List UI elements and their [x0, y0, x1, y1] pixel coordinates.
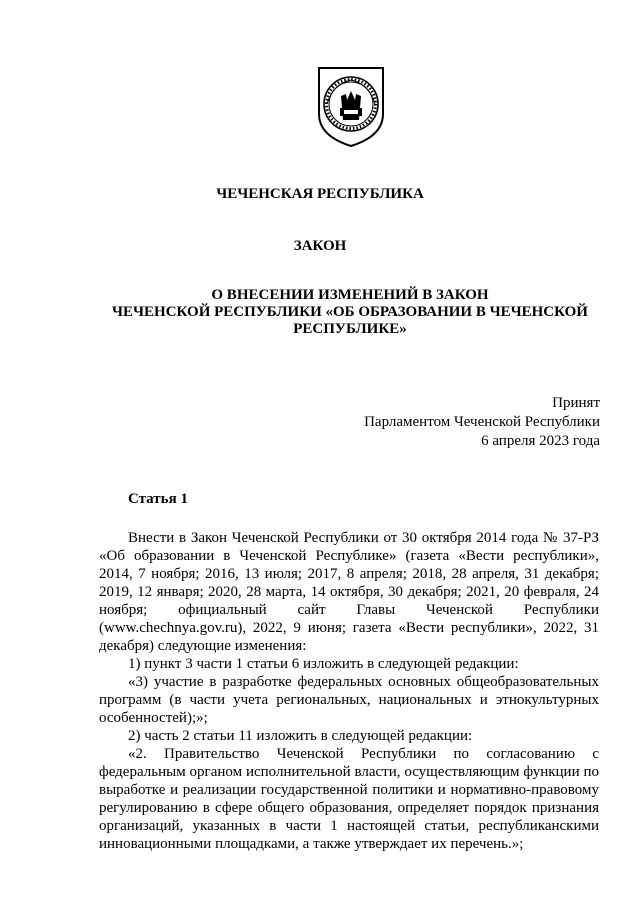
- article-heading: Статья 1: [128, 491, 188, 507]
- adopting-body: Парламентом Чеченской Республики: [364, 414, 600, 430]
- adoption-label: Принят: [552, 395, 600, 411]
- law-title: [60, 287, 640, 338]
- law-title-line: РЕСПУБЛИКЕ»: [293, 321, 407, 337]
- law-title-line: ЧЕЧЕНСКОЙ РЕСПУБЛИКИ «ОБ ОБРАЗОВАНИИ В ЧЕЧЕНСКОЙ: [112, 304, 588, 320]
- article-paragraph: Внести в Закон Чеченской Республики от 30 октября 2014 года № 37-РЗ «Об образовании в Чеченской Республике» (газета «Вести республики», 2014, 7 ноября; 2016, 13 июля; 2017, 8 апреля; 2018, 28 апреля, 31 декабря; 2019, 12 января; 2020, 28 марта, 14 октября, 30 декабря; 2021, 20 февраля, 24 ноября; официальный сайт Главы Чеченской Республики (www.chechnya.gov.ru), 2022, 9 июня; газета «Вести республики», 2022, 31 декабря) следующие изменения:: [99, 530, 599, 654]
- article-paragraph: «2. Правительство Чеченской Республики по согласованию с федеральным органом исполнительной власти, осуществляющим функции по выработке и реализации государственной политики и нормативно-правовому регулированию в сфере общего образования, определяет порядок признания организаций, указанных в части 1 настоящей статьи, республиканскими инновационными площадками, а также утверждает их перечень.»;: [99, 746, 599, 852]
- republic-heading: ЧЕЧЕНСКАЯ РЕСПУБЛИКА: [216, 186, 424, 202]
- document-type: ЗАКОН: [293, 238, 347, 254]
- article-body: [99, 529, 599, 853]
- article-paragraph: 2) часть 2 статьи 11 изложить в следующей редакции:: [128, 728, 473, 744]
- adoption-date: 6 апреля 2023 года: [481, 433, 600, 449]
- adoption-block: [364, 394, 600, 451]
- article-paragraph: «3) участие в разработке федеральных основных общеобразовательных программ (в части учета региональных, национальных и этнокультурных особенностей);»;: [99, 674, 599, 726]
- article-paragraph: 1) пункт 3 части 1 статьи 6 изложить в следующей редакции:: [128, 656, 519, 672]
- law-title-line: О ВНЕСЕНИИ ИЗМЕНЕНИЙ В ЗАКОН: [211, 287, 489, 303]
- coat-of-arms-icon: [313, 64, 389, 148]
